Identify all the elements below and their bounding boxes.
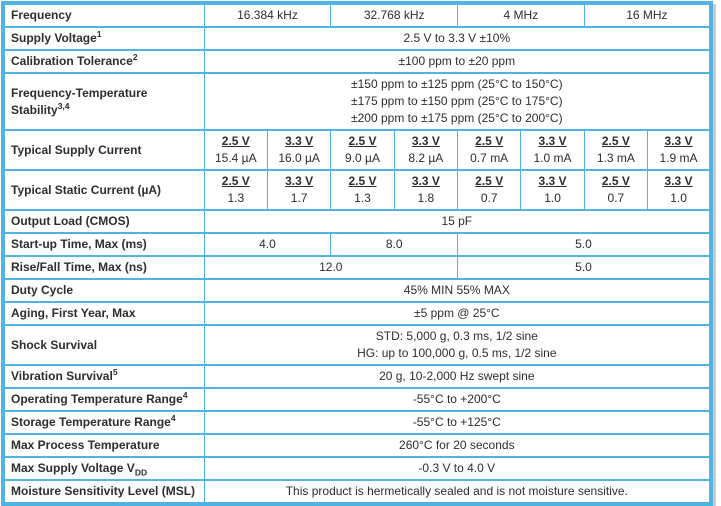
stability-line-1: ±150 ppm to ±125 ppm (25°C to 150°C): [351, 77, 563, 91]
current-value: 1.3: [227, 191, 245, 205]
msl-value: This product is hermetically sealed and is not moisture sensitive.: [204, 480, 711, 504]
voltage-subheader: 3.3 V: [285, 174, 314, 188]
current-value: 1.9 mA: [659, 151, 698, 165]
duty-cycle-value: 45% MIN 55% MAX: [204, 279, 711, 302]
shock-line-hg: HG: up to 100,000 g, 0.5 ms, 1/2 sine: [357, 346, 557, 360]
voltage-subheader: 2.5 V: [601, 134, 630, 148]
footnote-marker: 1: [96, 29, 102, 39]
frequency-value-16384khz: 16.384 kHz: [204, 3, 331, 27]
vibration-survival-label-text: Vibration Survival: [11, 369, 113, 383]
current-value: 1.0 mA: [533, 151, 572, 165]
aging-value: ±5 ppm @ 25°C: [204, 302, 711, 325]
max-process-temp-label: [3, 434, 204, 457]
max-process-temp-value: 260°C for 20 seconds: [204, 434, 711, 457]
rise-fall-time-label: [3, 256, 204, 279]
supply-current-cell: [458, 130, 521, 170]
shock-survival-label-text: Shock Survival: [11, 337, 98, 352]
freq-temp-stability-value: [204, 73, 711, 130]
static-current-cell: [648, 170, 711, 210]
vibration-survival-value: 20 g, 10-2,000 Hz swept sine: [204, 365, 711, 388]
operating-temp-range-label: [3, 388, 204, 411]
frequency-value-16mhz: 16 MHz: [584, 3, 711, 27]
current-value: 0.7 mA: [470, 151, 509, 165]
stability-line-3: ±200 ppm to ±175 ppm (25°C to 200°C): [351, 111, 563, 125]
operating-temp-range-value: -55°C to +200°C: [204, 388, 711, 411]
row-rise-fall-time: [3, 256, 711, 279]
footnote-marker: 5: [112, 367, 118, 377]
footnote-marker: 4: [170, 413, 176, 423]
calibration-tolerance-label: [3, 50, 204, 73]
voltage-subheader: 3.3 V: [664, 174, 693, 188]
static-current-cell: [521, 170, 584, 210]
static-current-cell: [267, 170, 330, 210]
voltage-subheader: 3.3 V: [538, 134, 567, 148]
voltage-subheader: 2.5 V: [475, 134, 504, 148]
static-current-cell: [584, 170, 647, 210]
max-process-temp-label-text: Max Process Temperature: [11, 438, 160, 452]
rise-fall-time-value-2: 5.0: [458, 256, 711, 279]
voltage-subheader: 3.3 V: [664, 134, 693, 148]
vdd-subscript: DD: [134, 467, 148, 478]
footnote-marker: 2: [132, 52, 138, 62]
startup-time-label: [3, 233, 204, 256]
current-value: 9.0 µA: [345, 151, 380, 165]
freq-temp-stability-label-line1: Frequency-Temperature: [11, 85, 148, 100]
current-value: 15.4 µA: [214, 151, 257, 165]
current-value: 16.0 µA: [278, 151, 320, 165]
row-freq-temp-stability: [3, 73, 711, 130]
freq-temp-stability-label: [3, 73, 204, 130]
row-vibration-survival: [3, 365, 711, 388]
storage-temp-range-label: [3, 411, 204, 434]
row-shock-survival: [3, 325, 711, 365]
storage-temp-range-label-text: Storage Temperature Range: [11, 415, 171, 429]
calibration-tolerance-value: ±100 ppm to ±20 ppm: [204, 50, 711, 73]
voltage-subheader: 2.5 V: [348, 174, 377, 188]
vibration-survival-label: [3, 365, 204, 388]
supply-current-cell: [584, 130, 647, 170]
rise-fall-time-value-1: 12.0: [204, 256, 457, 279]
row-storage-temp-range: [3, 411, 711, 434]
row-typical-supply-current: [3, 130, 711, 170]
shock-survival-value: [204, 325, 711, 365]
shock-survival-label: [3, 325, 204, 365]
row-max-process-temp: [3, 434, 711, 457]
voltage-subheader: 2.5 V: [475, 174, 504, 188]
row-duty-cycle: [3, 279, 711, 302]
current-value: 1.3 mA: [596, 151, 635, 165]
frequency-label: [3, 3, 204, 27]
supply-current-cell: [394, 130, 457, 170]
supply-voltage-label: [3, 27, 204, 50]
voltage-subheader: 3.3 V: [538, 174, 567, 188]
row-msl: [3, 480, 711, 504]
max-supply-voltage-label: [3, 457, 204, 480]
supply-current-cell: [521, 130, 584, 170]
frequency-value-4mhz: 4 MHz: [458, 3, 585, 27]
current-value: 1.0: [544, 191, 561, 205]
static-current-cell: [458, 170, 521, 210]
voltage-subheader: 2.5 V: [601, 174, 630, 188]
aging-label: [3, 302, 204, 325]
footnote-marker: 3,4: [57, 100, 70, 111]
voltage-subheader: 3.3 V: [285, 134, 314, 148]
startup-time-value-2: 8.0: [331, 233, 458, 256]
max-supply-voltage-value: -0.3 V to 4.0 V: [204, 457, 711, 480]
row-startup-time: [3, 233, 711, 256]
startup-time-value-1: 4.0: [204, 233, 331, 256]
row-operating-temp-range: [3, 388, 711, 411]
frequency-value-32768khz: 32.768 kHz: [331, 3, 458, 27]
row-output-load: [3, 210, 711, 233]
typical-static-current-label: [3, 170, 204, 210]
startup-time-label-text: Start-up Time, Max (ms): [11, 237, 147, 251]
output-load-label-text: Output Load (CMOS): [11, 214, 130, 228]
current-value: 8.2 µA: [408, 151, 444, 165]
voltage-subheader: 2.5 V: [221, 134, 250, 148]
supply-current-cell: [204, 130, 267, 170]
typical-supply-current-label-text: Typical Supply Current: [11, 142, 142, 157]
current-value: 0.7: [607, 191, 625, 205]
row-aging: [3, 302, 711, 325]
duty-cycle-label: [3, 279, 204, 302]
freq-temp-stability-label-line2: Stability: [11, 102, 58, 117]
supply-current-cell: [331, 130, 394, 170]
supply-current-cell: [648, 130, 711, 170]
supply-voltage-label-text: Supply Voltage: [11, 31, 97, 45]
storage-temp-range-value: -55°C to +125°C: [204, 411, 711, 434]
output-load-value: 15 pF: [204, 210, 711, 233]
static-current-cell: [394, 170, 457, 210]
max-supply-voltage-label-text: Max Supply Voltage V: [11, 461, 135, 475]
current-value: 1.8: [417, 191, 435, 205]
voltage-subheader: 3.3 V: [411, 134, 440, 148]
calibration-tolerance-label-text: Calibration Tolerance: [11, 54, 133, 68]
current-value: 1.3: [354, 191, 371, 205]
static-current-cell: [204, 170, 267, 210]
footnote-marker: 4: [182, 390, 188, 400]
operating-temp-range-label-text: Operating Temperature Range: [11, 392, 183, 406]
startup-time-value-3: 5.0: [458, 233, 711, 256]
output-load-label: [3, 210, 204, 233]
row-supply-voltage: [3, 27, 711, 50]
row-max-supply-voltage: [3, 457, 711, 480]
voltage-subheader: 2.5 V: [221, 174, 250, 188]
aging-label-text: Aging, First Year, Max: [11, 306, 136, 320]
row-calibration-tolerance: [3, 50, 711, 73]
frequency-label-text: Frequency: [11, 8, 72, 22]
row-typical-static-current: [3, 170, 711, 210]
shock-line-std: STD: 5,000 g, 0.3 ms, 1/2 sine: [375, 329, 538, 343]
msl-label-text: Moisture Sensitivity Level (MSL): [11, 484, 196, 498]
duty-cycle-label-text: Duty Cycle: [11, 283, 74, 297]
current-value: 1.0: [670, 191, 687, 205]
supply-current-cell: [267, 130, 330, 170]
supply-voltage-value: 2.5 V to 3.3 V ±10%: [204, 27, 711, 50]
voltage-subheader: 3.3 V: [411, 174, 440, 188]
typical-static-current-label-text: Typical Static Current (µA): [11, 182, 162, 197]
current-value: 0.7: [480, 191, 498, 205]
spec-table: [1, 1, 713, 506]
typical-supply-current-label: [3, 130, 204, 170]
rise-fall-time-label-text: Rise/Fall Time, Max (ns): [11, 260, 147, 274]
row-frequency: [3, 3, 711, 27]
current-value: 1.7: [290, 191, 308, 205]
static-current-cell: [331, 170, 394, 210]
msl-label: [3, 480, 204, 504]
voltage-subheader: 2.5 V: [348, 134, 377, 148]
stability-line-2: ±175 ppm to ±150 ppm (25°C to 175°C): [351, 94, 563, 108]
